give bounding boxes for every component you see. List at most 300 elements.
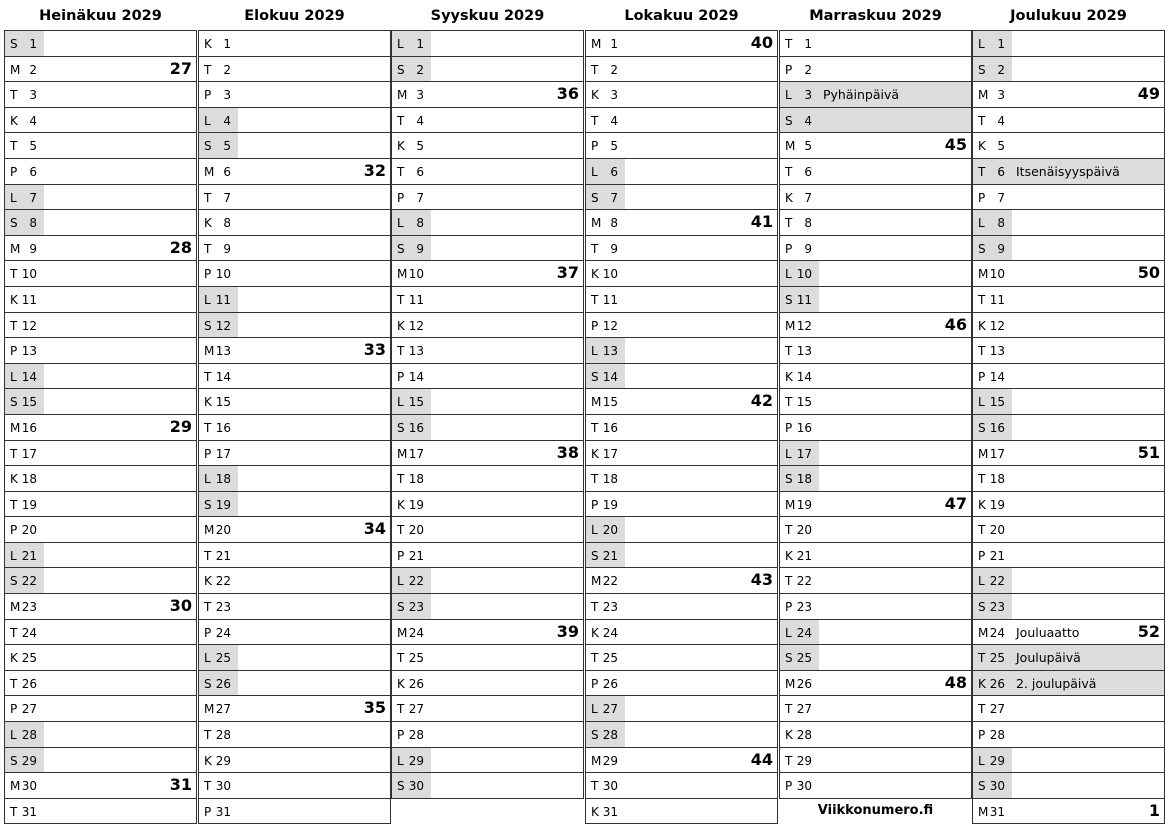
day-cell: [199, 159, 238, 184]
weekday-letter: K: [785, 548, 793, 563]
day-number: 20: [796, 523, 812, 538]
day-cell: [5, 57, 44, 82]
day-number: 4: [29, 113, 37, 128]
day-cell: [780, 287, 819, 312]
day-row: [586, 414, 777, 440]
day-number: 13: [408, 344, 424, 359]
day-cell: [5, 31, 44, 56]
day-row: [5, 798, 196, 824]
weekday-letter: T: [978, 292, 986, 307]
week-number: 48: [944, 672, 967, 692]
weekday-letter: T: [785, 753, 793, 768]
day-cell: [392, 415, 431, 440]
weekday-letter: T: [10, 676, 18, 691]
day-cell: [5, 210, 44, 235]
day-number: 3: [223, 88, 231, 103]
day-cell: [392, 287, 431, 312]
weekday-letter: K: [591, 446, 599, 461]
day-number: 10: [796, 267, 812, 282]
day-cell: [973, 236, 1012, 261]
day-row: [392, 209, 583, 235]
weekday-letter: K: [204, 216, 212, 231]
day-cell: [780, 82, 819, 107]
day-number: 3: [804, 88, 812, 103]
month-title: Marraskuu 2029: [809, 8, 942, 24]
weekday-letter: L: [591, 164, 598, 179]
holiday-name: Joulupäivä: [1016, 650, 1081, 666]
day-cell: [199, 210, 238, 235]
day-cell: [5, 492, 44, 517]
day-row: [586, 56, 777, 82]
weekday-letter: P: [785, 600, 793, 615]
day-cell: [780, 31, 819, 56]
day-cell: [5, 261, 44, 286]
day-number: 11: [215, 292, 231, 307]
weekday-letter: T: [785, 164, 793, 179]
weekday-letter: K: [397, 318, 405, 333]
day-row: [392, 619, 583, 645]
day-number: 26: [215, 676, 231, 691]
day-number: 4: [416, 113, 424, 128]
day-cell: [199, 594, 238, 619]
weekday-letter: K: [591, 625, 599, 640]
day-cell: [973, 415, 1012, 440]
day-row: [973, 414, 1164, 440]
day-cell: [586, 441, 625, 466]
month-days: [4, 30, 197, 824]
day-cell: [5, 466, 44, 491]
weekday-letter: S: [978, 62, 986, 77]
day-cell: [199, 389, 238, 414]
weekday-letter: T: [10, 88, 18, 103]
day-number: 17: [21, 446, 37, 461]
day-row: [392, 772, 583, 798]
day-number: 24: [989, 625, 1005, 640]
day-number: 7: [610, 190, 618, 205]
day-number: 12: [21, 318, 37, 333]
day-row: [973, 363, 1164, 389]
day-cell: [973, 594, 1012, 619]
weekday-letter: T: [785, 37, 793, 51]
day-row: [199, 132, 390, 158]
day-row: [199, 30, 390, 56]
day-number: 21: [602, 548, 618, 563]
day-row: [586, 567, 777, 593]
day-row: [5, 107, 196, 133]
day-number: 5: [997, 139, 1005, 154]
weekday-letter: P: [204, 804, 212, 819]
day-number: 3: [997, 88, 1005, 103]
weekday-letter: L: [785, 267, 792, 282]
day-row: [973, 670, 1164, 696]
day-number: 6: [29, 164, 37, 179]
day-row: [392, 56, 583, 82]
day-row: [586, 132, 777, 158]
day-number: 3: [29, 88, 37, 103]
day-cell: [199, 287, 238, 312]
day-row: [780, 312, 971, 338]
day-row: [586, 388, 777, 414]
day-cell: [392, 364, 431, 389]
day-row: [199, 747, 390, 773]
day-number: 18: [602, 472, 618, 487]
weekday-letter: T: [10, 497, 18, 512]
weekday-letter: L: [397, 574, 404, 589]
weekday-letter: S: [785, 651, 793, 666]
day-number: 2: [610, 62, 618, 77]
day-cell: [199, 696, 238, 721]
day-row: [5, 286, 196, 312]
weekday-letter: T: [397, 523, 405, 538]
day-cell: [199, 645, 238, 670]
day-row: [199, 107, 390, 133]
day-row: [586, 363, 777, 389]
day-cell: [5, 389, 44, 414]
weekday-letter: T: [785, 523, 793, 538]
weekday-letter: S: [10, 216, 18, 231]
day-number: 8: [610, 216, 618, 231]
day-cell: [392, 261, 431, 286]
day-number: 1: [997, 37, 1005, 51]
day-row: [586, 747, 777, 773]
day-cell: [392, 441, 431, 466]
day-cell: [392, 645, 431, 670]
day-number: 19: [21, 497, 37, 512]
day-row: [5, 593, 196, 619]
day-cell: [780, 236, 819, 261]
day-number: 7: [223, 190, 231, 205]
holiday-name: Pyhäinpäivä: [823, 87, 900, 103]
day-row: [780, 363, 971, 389]
day-row: [392, 337, 583, 363]
day-number: 12: [796, 318, 812, 333]
day-cell: [973, 466, 1012, 491]
weekday-letter: S: [785, 292, 793, 307]
day-number: 14: [602, 369, 618, 384]
day-number: 6: [804, 164, 812, 179]
day-row: [5, 465, 196, 491]
weekday-letter: M: [978, 88, 989, 103]
day-row: [5, 30, 196, 56]
day-number: 19: [602, 497, 618, 512]
day-number: 29: [21, 753, 37, 768]
weekday-letter: M: [785, 139, 796, 154]
day-cell: [5, 364, 44, 389]
day-number: 2: [29, 62, 37, 77]
day-number: 3: [416, 88, 424, 103]
day-number: 18: [215, 472, 231, 487]
day-cell: [5, 159, 44, 184]
weekday-letter: T: [591, 292, 599, 307]
brand-footer: Viikkonumero.fi: [817, 803, 934, 818]
day-row: [780, 107, 971, 133]
week-number: 39: [556, 621, 579, 641]
day-number: 29: [408, 753, 424, 768]
day-row: [392, 30, 583, 56]
day-number: 27: [215, 702, 231, 717]
day-number: 18: [408, 472, 424, 487]
day-row: [199, 235, 390, 261]
day-cell: [586, 594, 625, 619]
day-number: 29: [215, 753, 231, 768]
day-cell: [199, 492, 238, 517]
weekday-letter: M: [591, 574, 602, 589]
day-row: [973, 465, 1164, 491]
day-cell: [780, 543, 819, 568]
weekday-letter: M: [397, 88, 408, 103]
day-row: [780, 132, 971, 158]
day-cell: [973, 543, 1012, 568]
day-cell: [586, 364, 625, 389]
weekday-letter: S: [10, 395, 18, 410]
day-cell: [392, 773, 431, 798]
day-row: [586, 209, 777, 235]
weekday-letter: K: [591, 88, 599, 103]
day-row: [199, 567, 390, 593]
day-number: 25: [796, 651, 812, 666]
day-cell: [199, 773, 238, 798]
day-cell: [5, 671, 44, 696]
day-cell: [392, 313, 431, 338]
day-row: [586, 465, 777, 491]
day-number: 18: [21, 472, 37, 487]
day-row: [973, 209, 1164, 235]
day-row: [5, 312, 196, 338]
weekday-letter: L: [10, 369, 17, 384]
day-number: 10: [602, 267, 618, 282]
day-row: [973, 388, 1164, 414]
day-number: 29: [989, 753, 1005, 768]
day-number: 4: [223, 113, 231, 128]
weekday-letter: S: [978, 779, 986, 794]
day-cell: [973, 57, 1012, 82]
day-cell: [586, 261, 625, 286]
day-row: [973, 491, 1164, 517]
day-cell: [973, 185, 1012, 210]
day-cell: [199, 517, 238, 542]
day-cell: [586, 620, 625, 645]
weekday-letter: P: [204, 267, 212, 282]
day-row: [5, 644, 196, 670]
day-row: [5, 567, 196, 593]
day-number: 2: [223, 62, 231, 77]
weekday-letter: L: [978, 37, 985, 51]
weekday-letter: L: [785, 88, 792, 103]
day-cell: [5, 594, 44, 619]
day-cell: [780, 441, 819, 466]
day-cell: [199, 568, 238, 593]
weekday-letter: K: [785, 190, 793, 205]
day-number: 1: [804, 37, 812, 51]
day-number: 10: [408, 267, 424, 282]
day-number: 29: [796, 753, 812, 768]
day-row: [5, 388, 196, 414]
day-cell: [5, 313, 44, 338]
day-number: 5: [29, 139, 37, 154]
week-number: 35: [363, 698, 386, 718]
day-number: 10: [989, 267, 1005, 282]
day-cell: [586, 57, 625, 82]
weekday-letter: T: [591, 472, 599, 487]
day-number: 23: [602, 600, 618, 615]
day-cell: [973, 773, 1012, 798]
day-row: [199, 670, 390, 696]
day-row: [780, 184, 971, 210]
weekday-letter: K: [397, 676, 405, 691]
day-cell: [392, 568, 431, 593]
weekday-letter: L: [591, 702, 598, 717]
day-row: [780, 670, 971, 696]
day-cell: [5, 620, 44, 645]
week-number: 29: [169, 416, 192, 436]
weekday-letter: T: [10, 446, 18, 461]
day-number: 16: [796, 420, 812, 435]
weekday-letter: L: [978, 395, 985, 410]
day-number: 22: [796, 574, 812, 589]
day-cell: [586, 82, 625, 107]
weekday-letter: K: [397, 497, 405, 512]
day-row: [973, 30, 1164, 56]
day-cell: [392, 236, 431, 261]
day-cell: [586, 287, 625, 312]
day-number: 20: [21, 523, 37, 538]
day-cell: [199, 82, 238, 107]
weekday-letter: L: [204, 472, 211, 487]
weekday-letter: L: [204, 651, 211, 666]
month-days: [198, 30, 391, 824]
weekday-letter: L: [10, 548, 17, 563]
day-cell: [780, 773, 819, 798]
day-cell: [5, 82, 44, 107]
day-cell: [199, 748, 238, 773]
weekday-letter: M: [978, 804, 989, 819]
day-row: [392, 491, 583, 517]
day-number: 27: [989, 702, 1005, 717]
day-number: 11: [796, 292, 812, 307]
weekday-letter: M: [397, 625, 408, 640]
weekday-letter: S: [204, 318, 212, 333]
day-cell: [5, 517, 44, 542]
day-number: 9: [997, 241, 1005, 256]
day-row: [199, 158, 390, 184]
day-cell: [780, 620, 819, 645]
week-number: 45: [944, 135, 967, 155]
weekday-letter: M: [978, 267, 989, 282]
weekday-letter: M: [10, 600, 21, 615]
day-cell: [392, 620, 431, 645]
day-cell: [780, 313, 819, 338]
day-number: 27: [796, 702, 812, 717]
week-number: 37: [556, 263, 579, 283]
day-row: [586, 440, 777, 466]
weekday-letter: T: [397, 651, 405, 666]
day-number: 21: [21, 548, 37, 563]
day-number: 12: [602, 318, 618, 333]
day-number: 30: [602, 779, 618, 794]
day-cell: [586, 108, 625, 133]
day-cell: [973, 620, 1012, 645]
day-row: [199, 56, 390, 82]
day-number: 15: [408, 395, 424, 410]
day-cell: [973, 82, 1012, 107]
weekday-letter: T: [10, 139, 18, 154]
day-number: 25: [408, 651, 424, 666]
week-number: 42: [750, 391, 773, 411]
weekday-letter: M: [785, 497, 796, 512]
day-row: [392, 567, 583, 593]
day-row: [586, 337, 777, 363]
weekday-letter: T: [204, 62, 212, 77]
day-number: 16: [602, 420, 618, 435]
month-title: Joulukuu 2029: [1010, 8, 1127, 24]
day-row: [780, 209, 971, 235]
day-cell: [780, 466, 819, 491]
day-cell: [392, 82, 431, 107]
weekday-letter: S: [591, 728, 599, 743]
weekday-letter: L: [204, 113, 211, 128]
day-cell: [392, 722, 431, 747]
day-row: [392, 670, 583, 696]
day-cell: [973, 645, 1012, 670]
day-number: 11: [21, 292, 37, 307]
day-number: 30: [215, 779, 231, 794]
day-row: [199, 388, 390, 414]
weekday-letter: M: [978, 625, 989, 640]
day-row: [199, 312, 390, 338]
weekday-letter: T: [978, 651, 986, 666]
day-cell: [780, 568, 819, 593]
day-row: [973, 542, 1164, 568]
weekday-letter: S: [978, 420, 986, 435]
day-row: [5, 337, 196, 363]
weekday-letter: P: [10, 523, 18, 538]
weekday-letter: T: [204, 241, 212, 256]
weekday-letter: M: [785, 318, 796, 333]
day-number: 13: [215, 344, 231, 359]
day-row: [5, 81, 196, 107]
day-row: [973, 158, 1164, 184]
weekday-letter: P: [204, 625, 212, 640]
day-number: 7: [416, 190, 424, 205]
day-cell: [5, 236, 44, 261]
day-cell: [780, 722, 819, 747]
day-row: [973, 798, 1164, 824]
day-row: [973, 593, 1164, 619]
day-number: 14: [408, 369, 424, 384]
day-cell: [586, 645, 625, 670]
day-cell: [392, 57, 431, 82]
day-number: 3: [610, 88, 618, 103]
day-row: [392, 414, 583, 440]
weekday-letter: T: [591, 241, 599, 256]
day-number: 25: [602, 651, 618, 666]
day-cell: [586, 568, 625, 593]
day-row: [392, 132, 583, 158]
day-cell: [586, 415, 625, 440]
day-cell: [780, 338, 819, 363]
day-number: 11: [989, 292, 1005, 307]
day-number: 17: [796, 446, 812, 461]
weekday-letter: L: [785, 625, 792, 640]
day-row: [780, 491, 971, 517]
day-row: [780, 567, 971, 593]
day-cell: [586, 722, 625, 747]
day-row: [5, 516, 196, 542]
day-row: [586, 158, 777, 184]
day-number: 15: [989, 395, 1005, 410]
day-number: 10: [215, 267, 231, 282]
day-cell: [973, 364, 1012, 389]
